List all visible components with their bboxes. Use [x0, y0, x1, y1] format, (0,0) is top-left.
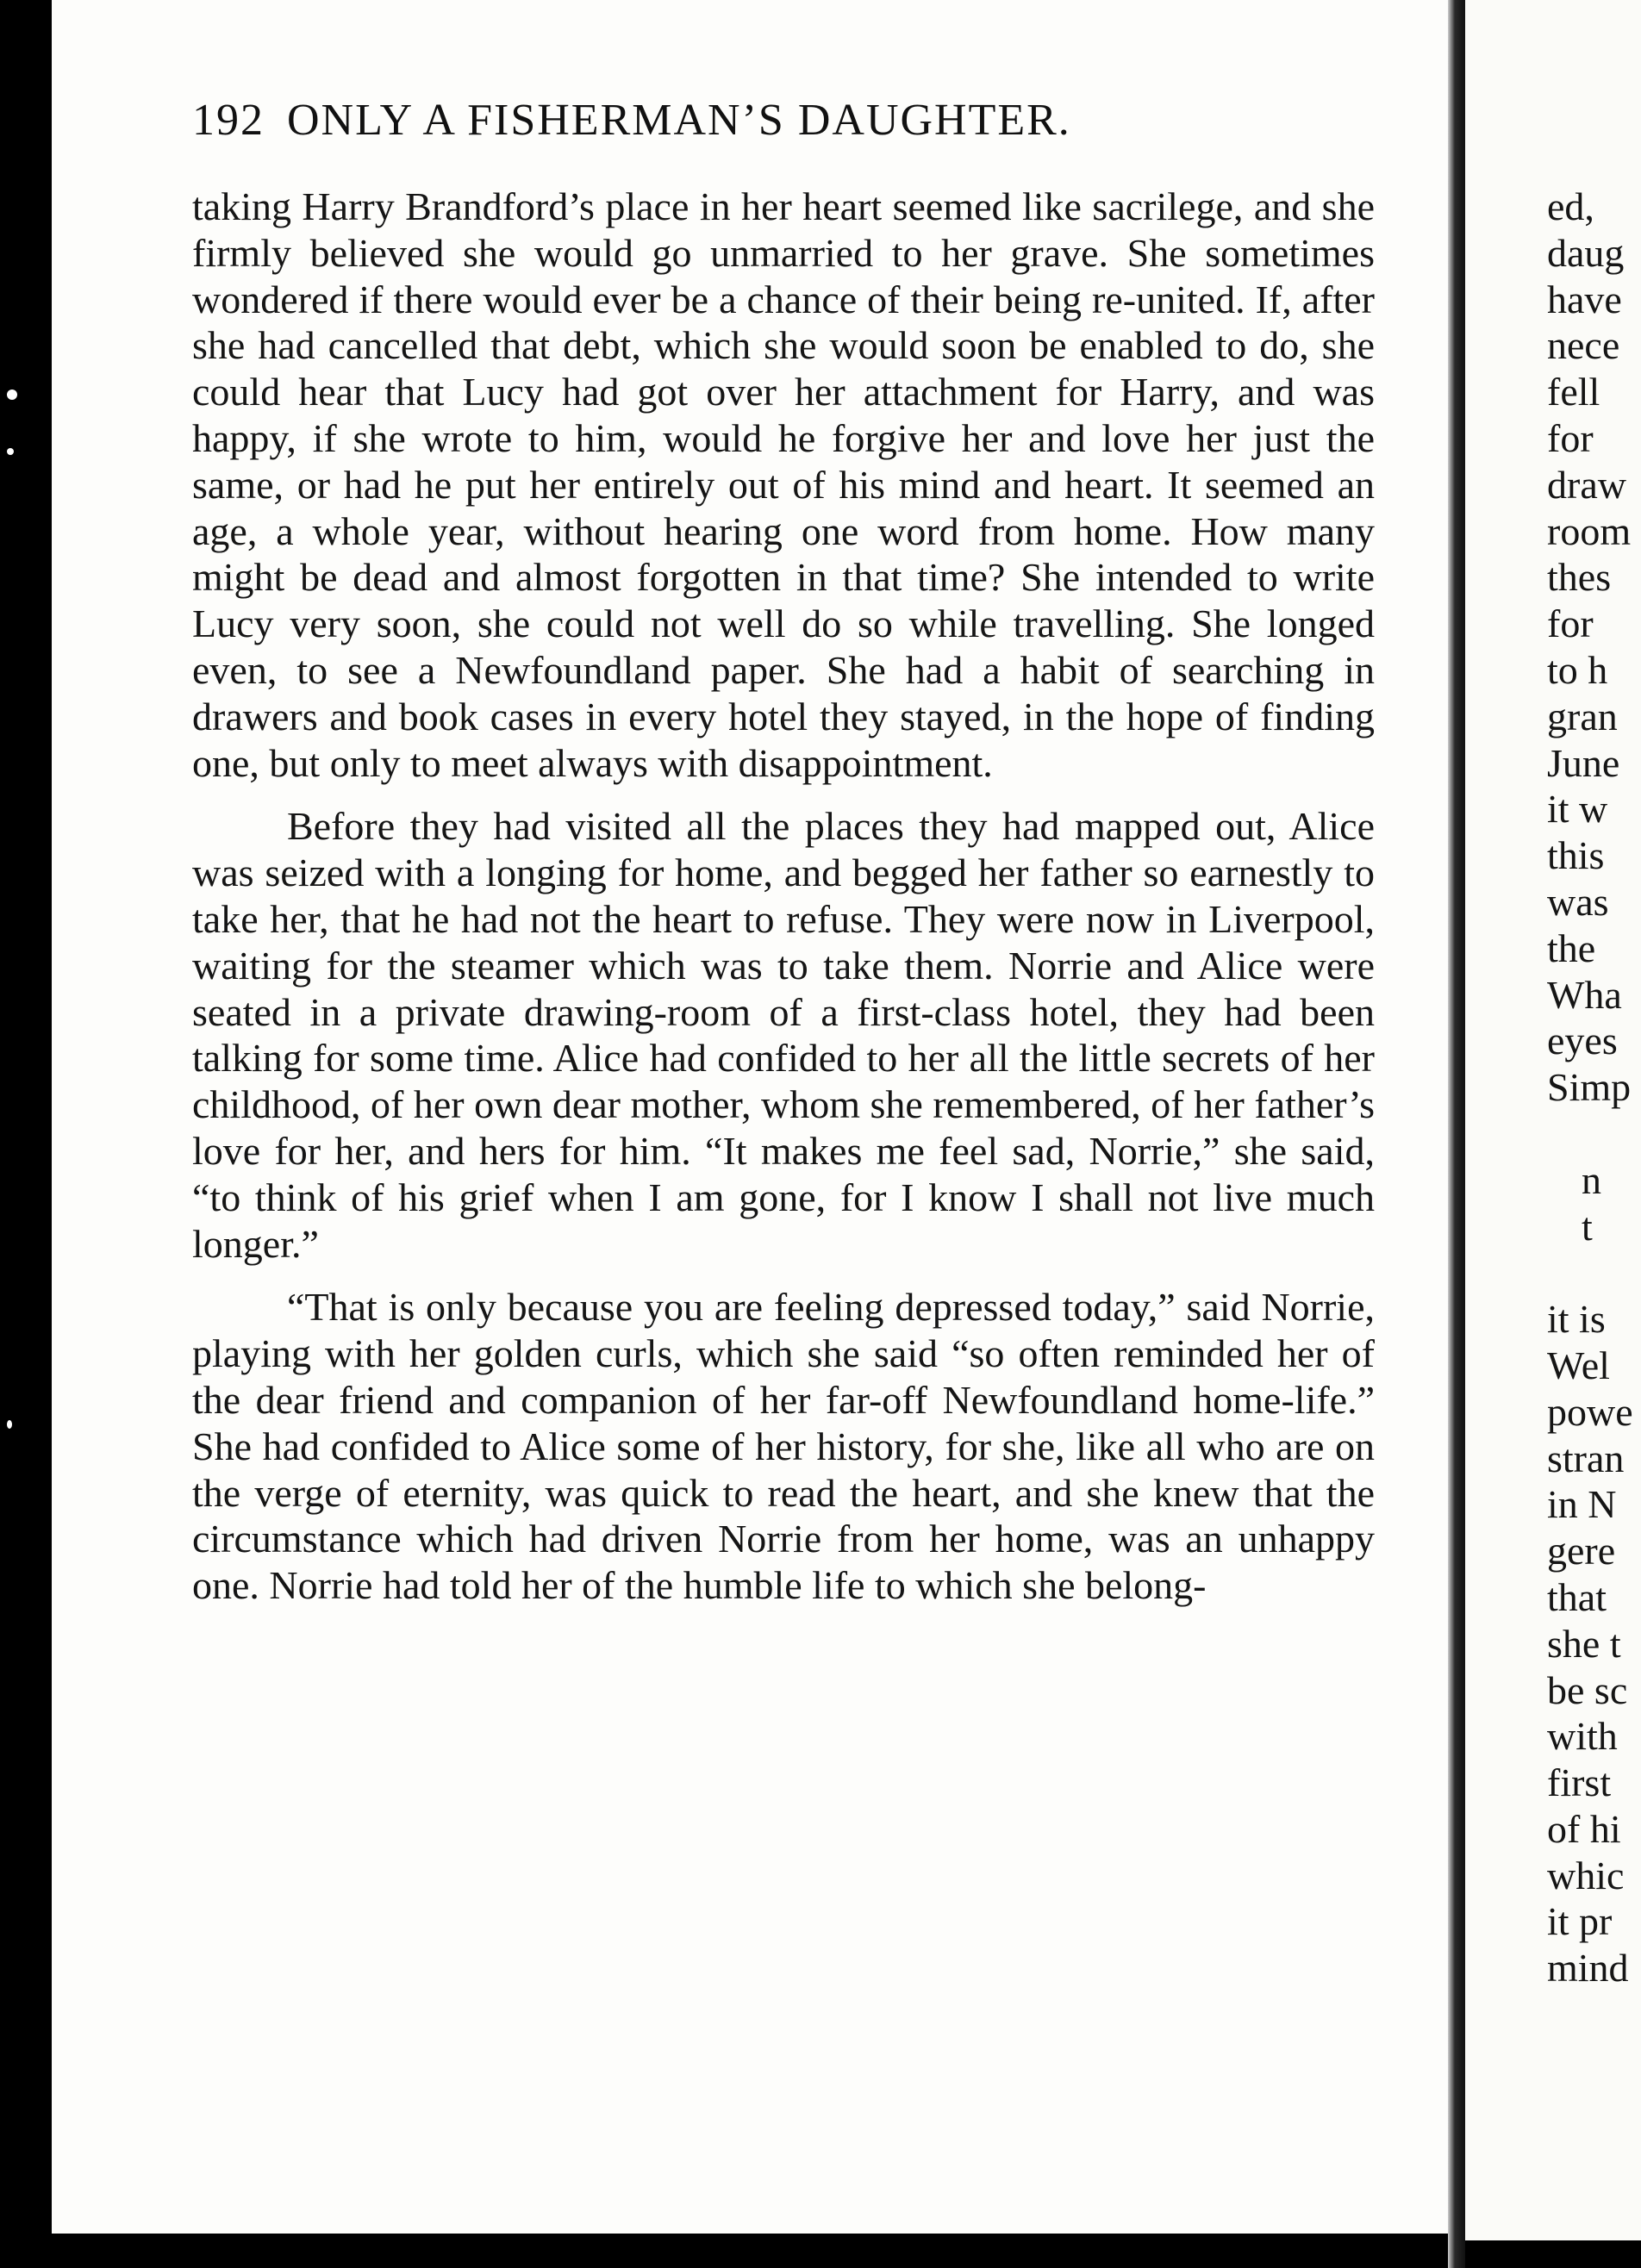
facing-page-line: was — [1547, 879, 1609, 924]
facing-page-line: nece — [1547, 323, 1620, 368]
facing-page-line: with — [1547, 1714, 1618, 1759]
facing-page-text — [1547, 184, 1641, 1991]
paragraph: “That is only because you are feeling depressed today,” said Norrie, playing with her golden curls, which she said “so often reminded her of the dear friend and companion of her far-off Newfoundland home-life.” She had confided to Alice some of her history, for she, like all who are on the verge of eternity, was quick to read the heart, and she knew that the circumstance which had driven Norrie from her home, was an unhappy one. Norrie had told her of the humble life to which she belong- — [192, 1285, 1375, 1608]
facing-page-line: for — [1547, 601, 1594, 646]
facing-page-line: gere — [1547, 1529, 1616, 1573]
facing-page-line: Wel — [1547, 1343, 1610, 1387]
facing-page-line — [1547, 1111, 1641, 1157]
facing-page-line: daug — [1547, 230, 1625, 275]
scan-mark — [7, 389, 17, 400]
scan-mark — [7, 1420, 12, 1429]
facing-page-line: that — [1547, 1574, 1607, 1619]
facing-page-line: it is — [1547, 1297, 1606, 1342]
running-head — [192, 95, 1399, 146]
paragraph: taking Harry Brandford’s place in her heart seemed like sacrilege, and she firmly believed she would go unmarried to her grave. She sometimes wondered if there would ever be a chance of their being re-united. If, after she had cancelled that debt, which she would soon be enabled to do, she could hear that Lucy had got over her attachment for Harry, and was happy, if she wrote to him, would he forgive her and love her just the same, or had he put her entirely out of his mind and heart. It seemed an age, a whole year, without hearing one word from home. How many might be dead and almost forgotten in that time? She intended to write Lucy very soon, she could not well do so while travelling. She longed even, to see a Newfoundland paper. She had a habit of searching in drawers and book cases in every hotel they stayed, in the hope of finding one, but only to meet always with disappointment. — [192, 184, 1375, 785]
facing-page-line: draw — [1547, 462, 1626, 507]
facing-page-line: fell — [1547, 370, 1600, 414]
facing-page-line: to h — [1547, 647, 1608, 692]
scan-mark — [7, 448, 14, 455]
facing-page-line — [1547, 1249, 1641, 1296]
facing-page-line: whic — [1547, 1853, 1625, 1897]
facing-page-line: she t — [1547, 1621, 1621, 1666]
paragraph: Before they had visited all the places they had mapped out, Alice was seized with a longing for home, and begged her father so earnestly to take her, that he had not the heart to refuse. They were now in Liverpool, waiting for the steamer which was to take them. Norrie and Alice were seated in a private drawing-room of a first-class hotel, they had been talking for some time. Alice had confided to her all the little secrets of her childhood, of her own dear mother, whom she remembered, of her father’s love for her, and hers for him. “It makes me feel sad, Norrie,” she said, “to think of his grief when I am gone, for I know I shall not live much longer.” — [192, 804, 1375, 1266]
facing-page-line: in N — [1547, 1482, 1617, 1527]
facing-page-line: powe — [1547, 1389, 1633, 1434]
facing-page-line: eyes — [1547, 1019, 1618, 1063]
running-title: ONLY A FISHERMAN’S DAUGHTER. — [287, 96, 1071, 145]
facing-page-line: room — [1547, 508, 1632, 553]
body-text — [192, 184, 1375, 1609]
facing-page-line: mind — [1547, 1946, 1629, 1991]
facing-page-line: have — [1547, 277, 1622, 321]
facing-page-line: Simp — [1547, 1065, 1632, 1110]
facing-page-line: ed, — [1547, 184, 1594, 228]
facing-page-line: for — [1547, 415, 1594, 460]
facing-page-line: be sc — [1547, 1667, 1628, 1712]
facing-page-line: thes — [1547, 555, 1612, 600]
facing-page-line: t — [1582, 1204, 1593, 1249]
page-number: 192 — [192, 96, 265, 145]
facing-page-line: of hi — [1547, 1806, 1621, 1851]
facing-page-line: stran — [1547, 1436, 1625, 1480]
facing-page-line: it w — [1547, 787, 1608, 832]
facing-page-line: gran — [1547, 694, 1618, 738]
facing-page-line: the — [1547, 925, 1596, 970]
facing-page-line: Wha — [1547, 972, 1622, 1017]
facing-page-line: it pr — [1547, 1899, 1613, 1944]
facing-page-line: n — [1582, 1157, 1601, 1202]
facing-page-line: June — [1547, 740, 1620, 785]
book-gutter — [1448, 0, 1465, 2268]
facing-page-line: first — [1547, 1760, 1612, 1805]
facing-page-line: this — [1547, 833, 1605, 878]
